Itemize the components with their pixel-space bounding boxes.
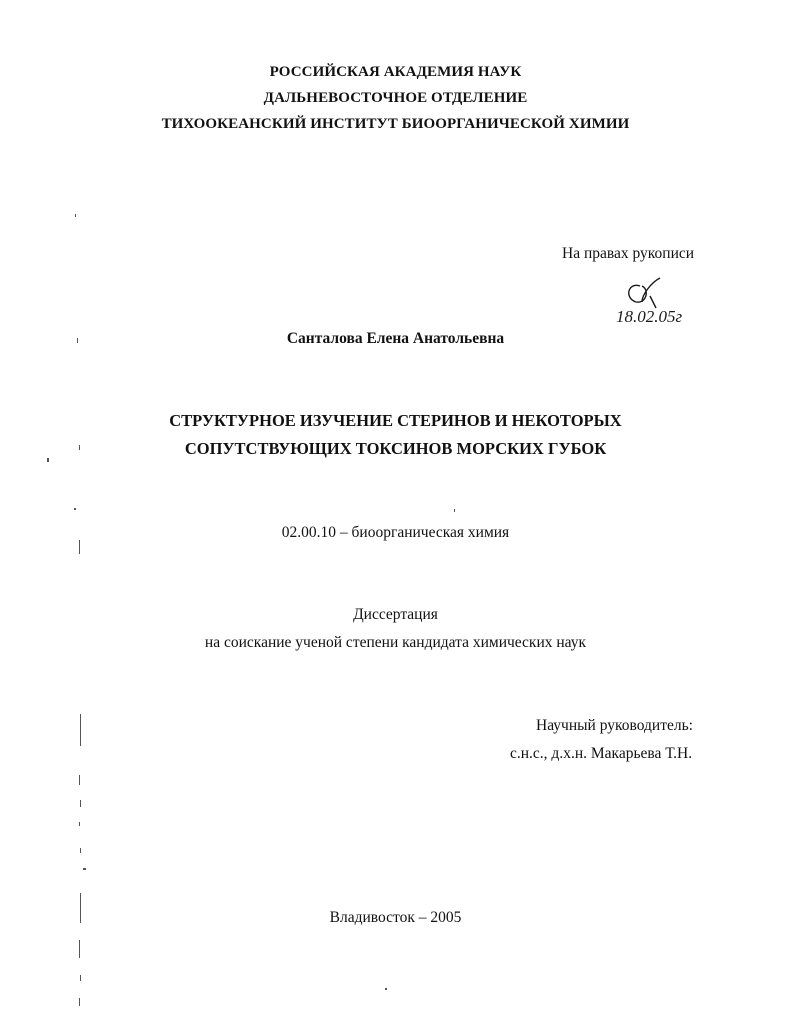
scan-speck [79,998,80,1006]
dissertation-purpose: на соискание ученой степени кандидата химических наук [204,634,587,651]
dissertation-type: Диссертация [353,606,438,623]
scan-speck [75,214,76,217]
scan-line [80,800,81,807]
author-name: Санталова Елена Анатольевна [286,330,505,347]
scan-line [80,714,81,746]
handwritten-signature [612,272,707,332]
scan-speck [385,988,387,990]
scan-speck [454,509,455,512]
scan-line [79,775,80,785]
branch-name: ДАЛЬНЕВОСТОЧНОЕ ОТДЕЛЕНИЕ [263,90,528,106]
scan-speck [79,822,80,826]
thesis-title-line-2: СОПУТСТВУЮЩИХ ТОКСИНОВ МОРСКИХ ГУБОК [184,439,607,458]
scan-speck [80,975,81,981]
scan-line [79,940,80,958]
scan-speck [79,445,80,450]
specialty-code: 02.00.10 – биоорганическая химия [281,524,510,541]
scan-line [79,540,80,554]
scan-speck [80,848,81,853]
supervisor-name: с.н.с., д.х.н. Макарьева Т.Н. [510,745,693,762]
scan-line [80,893,81,923]
scan-speck [74,508,76,510]
academy-name: РОССИЙСКАЯ АКАДЕМИЯ НАУК [269,64,522,80]
scan-speck [83,868,86,870]
scan-speck [47,458,49,462]
city-year: Владивосток – 2005 [329,909,462,926]
thesis-title-line-1: СТРУКТУРНОЕ ИЗУЧЕНИЕ СТЕРИНОВ И НЕКОТОРЫХ [169,411,622,430]
scan-speck [77,338,78,343]
signature-date: 18.02.05г [616,307,683,326]
manuscript-rights-label: На правах рукописи [562,245,695,262]
institute-name: ТИХООКЕАНСКИЙ ИНСТИТУТ БИООРГАНИЧЕСКОЙ ХИМИИ [161,116,630,132]
supervisor-label: Научный руководитель: [536,717,693,734]
